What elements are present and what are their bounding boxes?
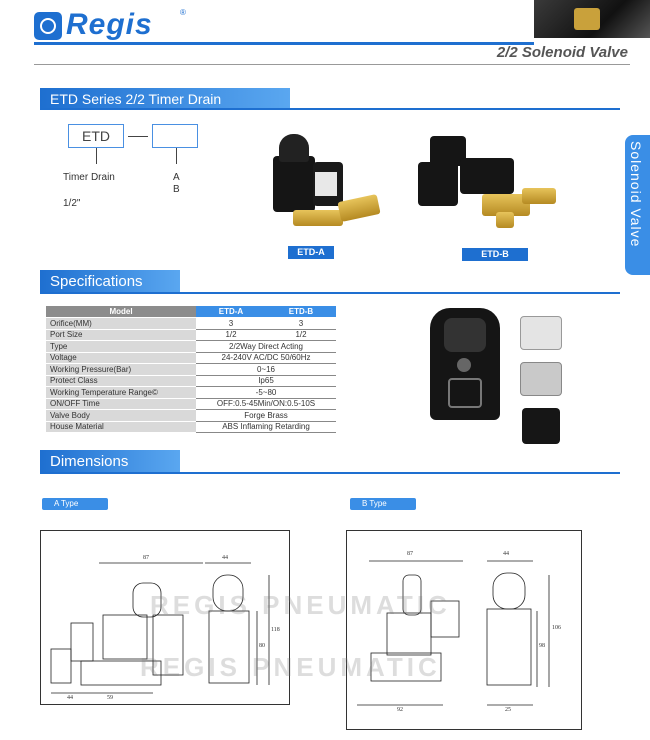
- dim-b-lower-height: 98: [539, 643, 545, 649]
- row-key: Port Size: [46, 329, 196, 341]
- header-etd-a: ETD-A: [196, 306, 266, 318]
- etd-b-label: ETD-B: [462, 248, 528, 261]
- section-title-specifications: Specifications: [40, 270, 180, 292]
- row-key: House Material: [46, 421, 196, 433]
- table-row: [46, 329, 336, 341]
- row-key: Working Temperature Range©: [46, 387, 196, 399]
- row-key: Voltage: [46, 352, 196, 364]
- model-code-box: ETD: [68, 124, 124, 148]
- specifications-table: [46, 306, 336, 433]
- section-rule: [40, 292, 620, 294]
- watermark: REGIS PNEUMATIC: [150, 590, 451, 620]
- row-value-b: 1/2: [266, 329, 336, 341]
- dim-b-depth: 44: [503, 551, 509, 557]
- size-label: 1/2": [63, 198, 81, 209]
- connector-line: [176, 148, 177, 164]
- table-row: [46, 410, 336, 422]
- dim-a-height: 118: [271, 627, 280, 633]
- etd-a-photo: [255, 128, 395, 243]
- code-dash: [128, 136, 148, 137]
- drawing-b-type: [346, 530, 582, 730]
- row-key: Orifice(MM): [46, 318, 196, 330]
- header-product-photo: [534, 0, 650, 38]
- connector-grey-photo: [520, 362, 562, 396]
- dim-b-port: 25: [505, 707, 511, 713]
- section-rule: [40, 472, 620, 474]
- timer-drain-label: Timer Drain: [63, 172, 115, 183]
- drawing-b-svg: [347, 531, 581, 729]
- table-row: [46, 375, 336, 387]
- option-b: B: [173, 184, 180, 195]
- table-row: [46, 318, 336, 330]
- header-model: Model: [46, 306, 196, 318]
- a-type-label: A Type: [42, 498, 108, 510]
- dim-a-base: 59: [107, 695, 113, 701]
- logo-icon: [34, 12, 62, 40]
- side-tab-label: Solenoid Valve: [628, 141, 644, 248]
- etd-b-photo: [412, 132, 562, 242]
- row-key: Valve Body: [46, 410, 196, 422]
- registered-mark: ®: [180, 8, 186, 17]
- connector-clear-photo: [520, 316, 562, 350]
- subtitle-rule: [34, 64, 630, 65]
- section-title-series: ETD Series 2/2 Timer Drain: [40, 88, 290, 110]
- row-value: OFF:0.5-45Min/ON:0.5-10S: [196, 398, 336, 410]
- table-row: [46, 398, 336, 410]
- option-code-box: [152, 124, 198, 148]
- table-row: [46, 341, 336, 353]
- brand-logo: Regis: [66, 8, 153, 41]
- row-key: ON/OFF Time: [46, 398, 196, 410]
- side-tab: [625, 135, 650, 275]
- row-value-b: 3: [266, 318, 336, 330]
- row-value: ABS Inflaming Retarding: [196, 421, 336, 433]
- row-value: 0~16: [196, 364, 336, 376]
- row-value-a: 1/2: [196, 329, 266, 341]
- row-key: Type: [46, 341, 196, 353]
- dim-a-lower-height: 80: [259, 643, 265, 649]
- table-row: [46, 352, 336, 364]
- table-header-row: [46, 306, 336, 318]
- b-type-label: B Type: [350, 498, 416, 510]
- row-key: Protect Class: [46, 375, 196, 387]
- row-value: Ip65: [196, 375, 336, 387]
- table-row: [46, 387, 336, 399]
- row-value-a: 3: [196, 318, 266, 330]
- timer-unit-photo: [430, 308, 500, 420]
- etd-a-label: ETD-A: [288, 246, 334, 259]
- header-rule: [34, 42, 534, 45]
- dim-b-base: 92: [397, 707, 403, 713]
- connector-line: [96, 148, 97, 164]
- row-value: 2/2Way Direct Acting: [196, 341, 336, 353]
- row-key: Working Pressure(Bar): [46, 364, 196, 376]
- header-etd-b: ETD-B: [266, 306, 336, 318]
- page-subtitle: 2/2 Solenoid Valve: [496, 44, 628, 61]
- table-row: [46, 421, 336, 433]
- option-a: A: [173, 172, 180, 183]
- dim-b-height: 106: [552, 625, 561, 631]
- row-value: 24-240V AC/DC 50/60Hz: [196, 352, 336, 364]
- row-value: -5~80: [196, 387, 336, 399]
- table-row: [46, 364, 336, 376]
- section-title-dimensions: Dimensions: [40, 450, 180, 472]
- dim-b-width: 87: [407, 551, 413, 557]
- row-value: Forge Brass: [196, 410, 336, 422]
- dim-a-width: 87: [143, 555, 149, 561]
- dim-a-depth: 44: [222, 555, 228, 561]
- dim-a-left: 44: [67, 695, 73, 701]
- watermark: REGIS PNEUMATIC: [140, 652, 441, 682]
- section-rule: [40, 108, 620, 110]
- connector-black-photo: [522, 408, 560, 444]
